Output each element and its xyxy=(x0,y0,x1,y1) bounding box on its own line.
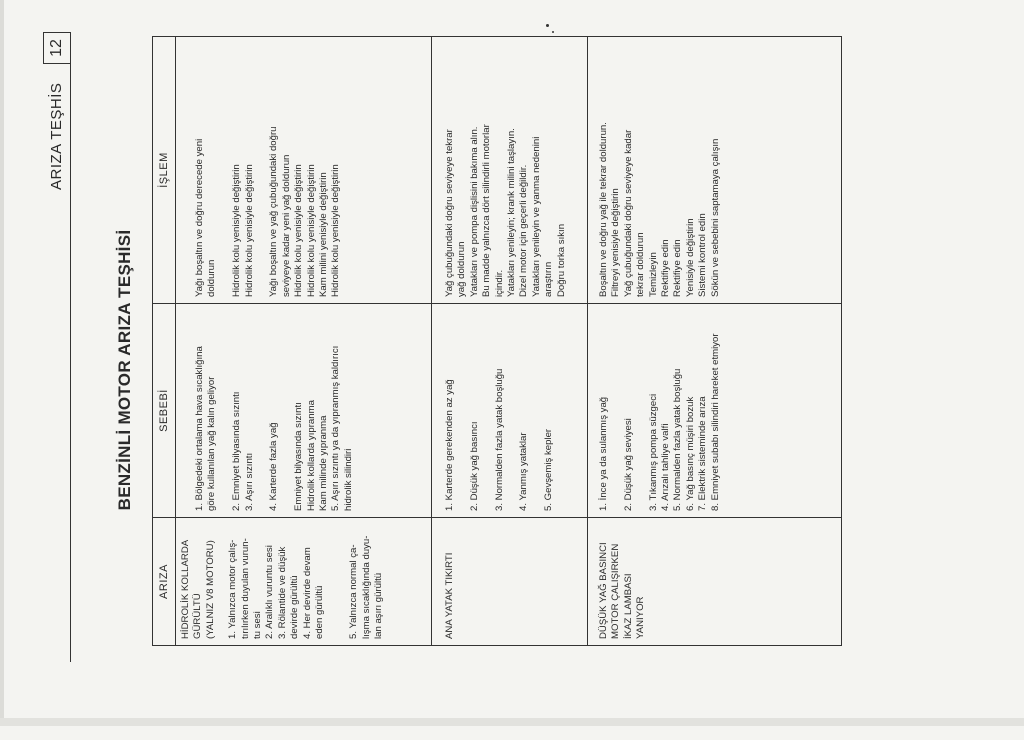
rotated-page xyxy=(48,0,990,740)
fault-cell xyxy=(176,518,432,646)
fault-detail: 1. Yalnızca motor çalış- tırılırken duyulan vurun- tu sesi 2. Aralıklı vuruntu sesi 3. Rölantide ve düşük devirde gürültü 4. Her devirde devam eden gürültü xyxy=(227,538,326,639)
table-row xyxy=(432,37,588,646)
action-list: Boşaltın ve doğru yağ ile tekrar doldurun. Filtreyi yenisiyle değiştirin Yağ çubuğundaki doğru seviyeye kadar tekrar doldurun Temizleyin Rektifiye edin Rektifiye edin Yenisiyle değiştirin Sistemi kontrol edin Sökün ve sebebini saptamaya çalışın xyxy=(598,122,721,297)
section-number-box: 12 xyxy=(43,32,71,64)
action-cell xyxy=(176,37,432,304)
fault-detail: 5. Yalnızca normal ça- lışma sıcaklığında duyu- lan aşırı gürültü xyxy=(348,535,385,639)
scan-edge-left xyxy=(0,0,4,726)
section-header: ARIZA TEŞHİS xyxy=(48,82,65,190)
diagnosis-table xyxy=(152,36,842,646)
fault-title: DÜŞÜK YAĞ BASINCI MOTOR ÇALIŞIRKEN İKAZ LAMBASI YANIYOR xyxy=(598,542,647,639)
cause-cell xyxy=(588,304,842,518)
fault-cell xyxy=(588,518,842,646)
table-header-row xyxy=(153,37,176,646)
action-cell xyxy=(588,37,842,304)
table-row xyxy=(176,37,432,646)
cause-list: 1. Bölgedeki ortalama hava sıcaklığına göre kullanılan yağ kalın geliyor 2. Emniyet bilyasında sızıntı 3. Aşırı sızıntı 4. Karterde fazla yağ Emniyet bilyasında sızıntı Hidrolik kollarda yıpranma Kam milinde yıpranma 5. Aşırı sızıntı ya da yıpranmış kaldırıcı hidrolik silindiri xyxy=(194,345,354,511)
column-header-fault: ARIZA xyxy=(153,518,176,646)
action-cell xyxy=(432,37,588,304)
column-header-action: İŞLEM xyxy=(153,37,176,304)
cause-cell xyxy=(176,304,432,518)
cause-list: 1. İnce ya da sulanmış yağ 2. Düşük yağ seviyesi 3. Tıkanmış pompa süzgeci 4. Arızalı tahliye valfi 5. Normalden fazla yatak boşluğu 6. Yağ basınç müşiri bozuk 7. Elektrik sisteminde arıza 8. Emniyet subabı silindiri hareket etmiyor xyxy=(598,333,721,511)
action-list: Yağ çubuğundaki doğru seviyeye tekrar yağ doldurun Yatakları ve pompa dişlisini bakıma alın. Bu madde yalnızca dört silindirli motorlar içindir. Yatakları yenileyin; krank milini taşlayın. Dizel motor için geçerli değildir. Yatakları yenileyin ve yanma nedenini araştırın Doğru torka sıkın xyxy=(444,124,567,297)
document-title: BENZİNLİ MOTOR ARIZA TEŞHİSİ xyxy=(115,229,134,511)
cause-list: 1. Karterde gerekenden az yağ 2. Düşük yağ basıncı 3. Normalden fazla yatak boşluğu 4. Yanmış yataklar 5. Gevşemiş kepler xyxy=(444,368,555,511)
fault-title: HİDROLİK KOLLARDA GÜRÜLTÜ (YALNIZ V8 MOTORU) xyxy=(180,539,216,639)
action-list: Yağı boşaltın ve doğru derecede yeni doldurun Hidrolik kolu yenisiyle değiştirin Hidrolik kolu yenisiyle değiştirin Yağı boşaltın ve yağ çubuğundaki doğru seviyeye kadar yeni yağ doldurun Hidrolik kolu yenisiyle değiştirin Hidrolik kolu yenisiyle değiştirin Kam milini yenisiyle değiştirin Hidrolik kolu yenisiyle değiştirin xyxy=(194,126,342,297)
column-header-cause: SEBEBİ xyxy=(153,304,176,518)
header-rule xyxy=(70,42,71,662)
cause-cell xyxy=(432,304,588,518)
fault-title: ANA YATAK TIKIRTI xyxy=(444,552,455,639)
table-row xyxy=(588,37,842,646)
fault-cell xyxy=(432,518,588,646)
